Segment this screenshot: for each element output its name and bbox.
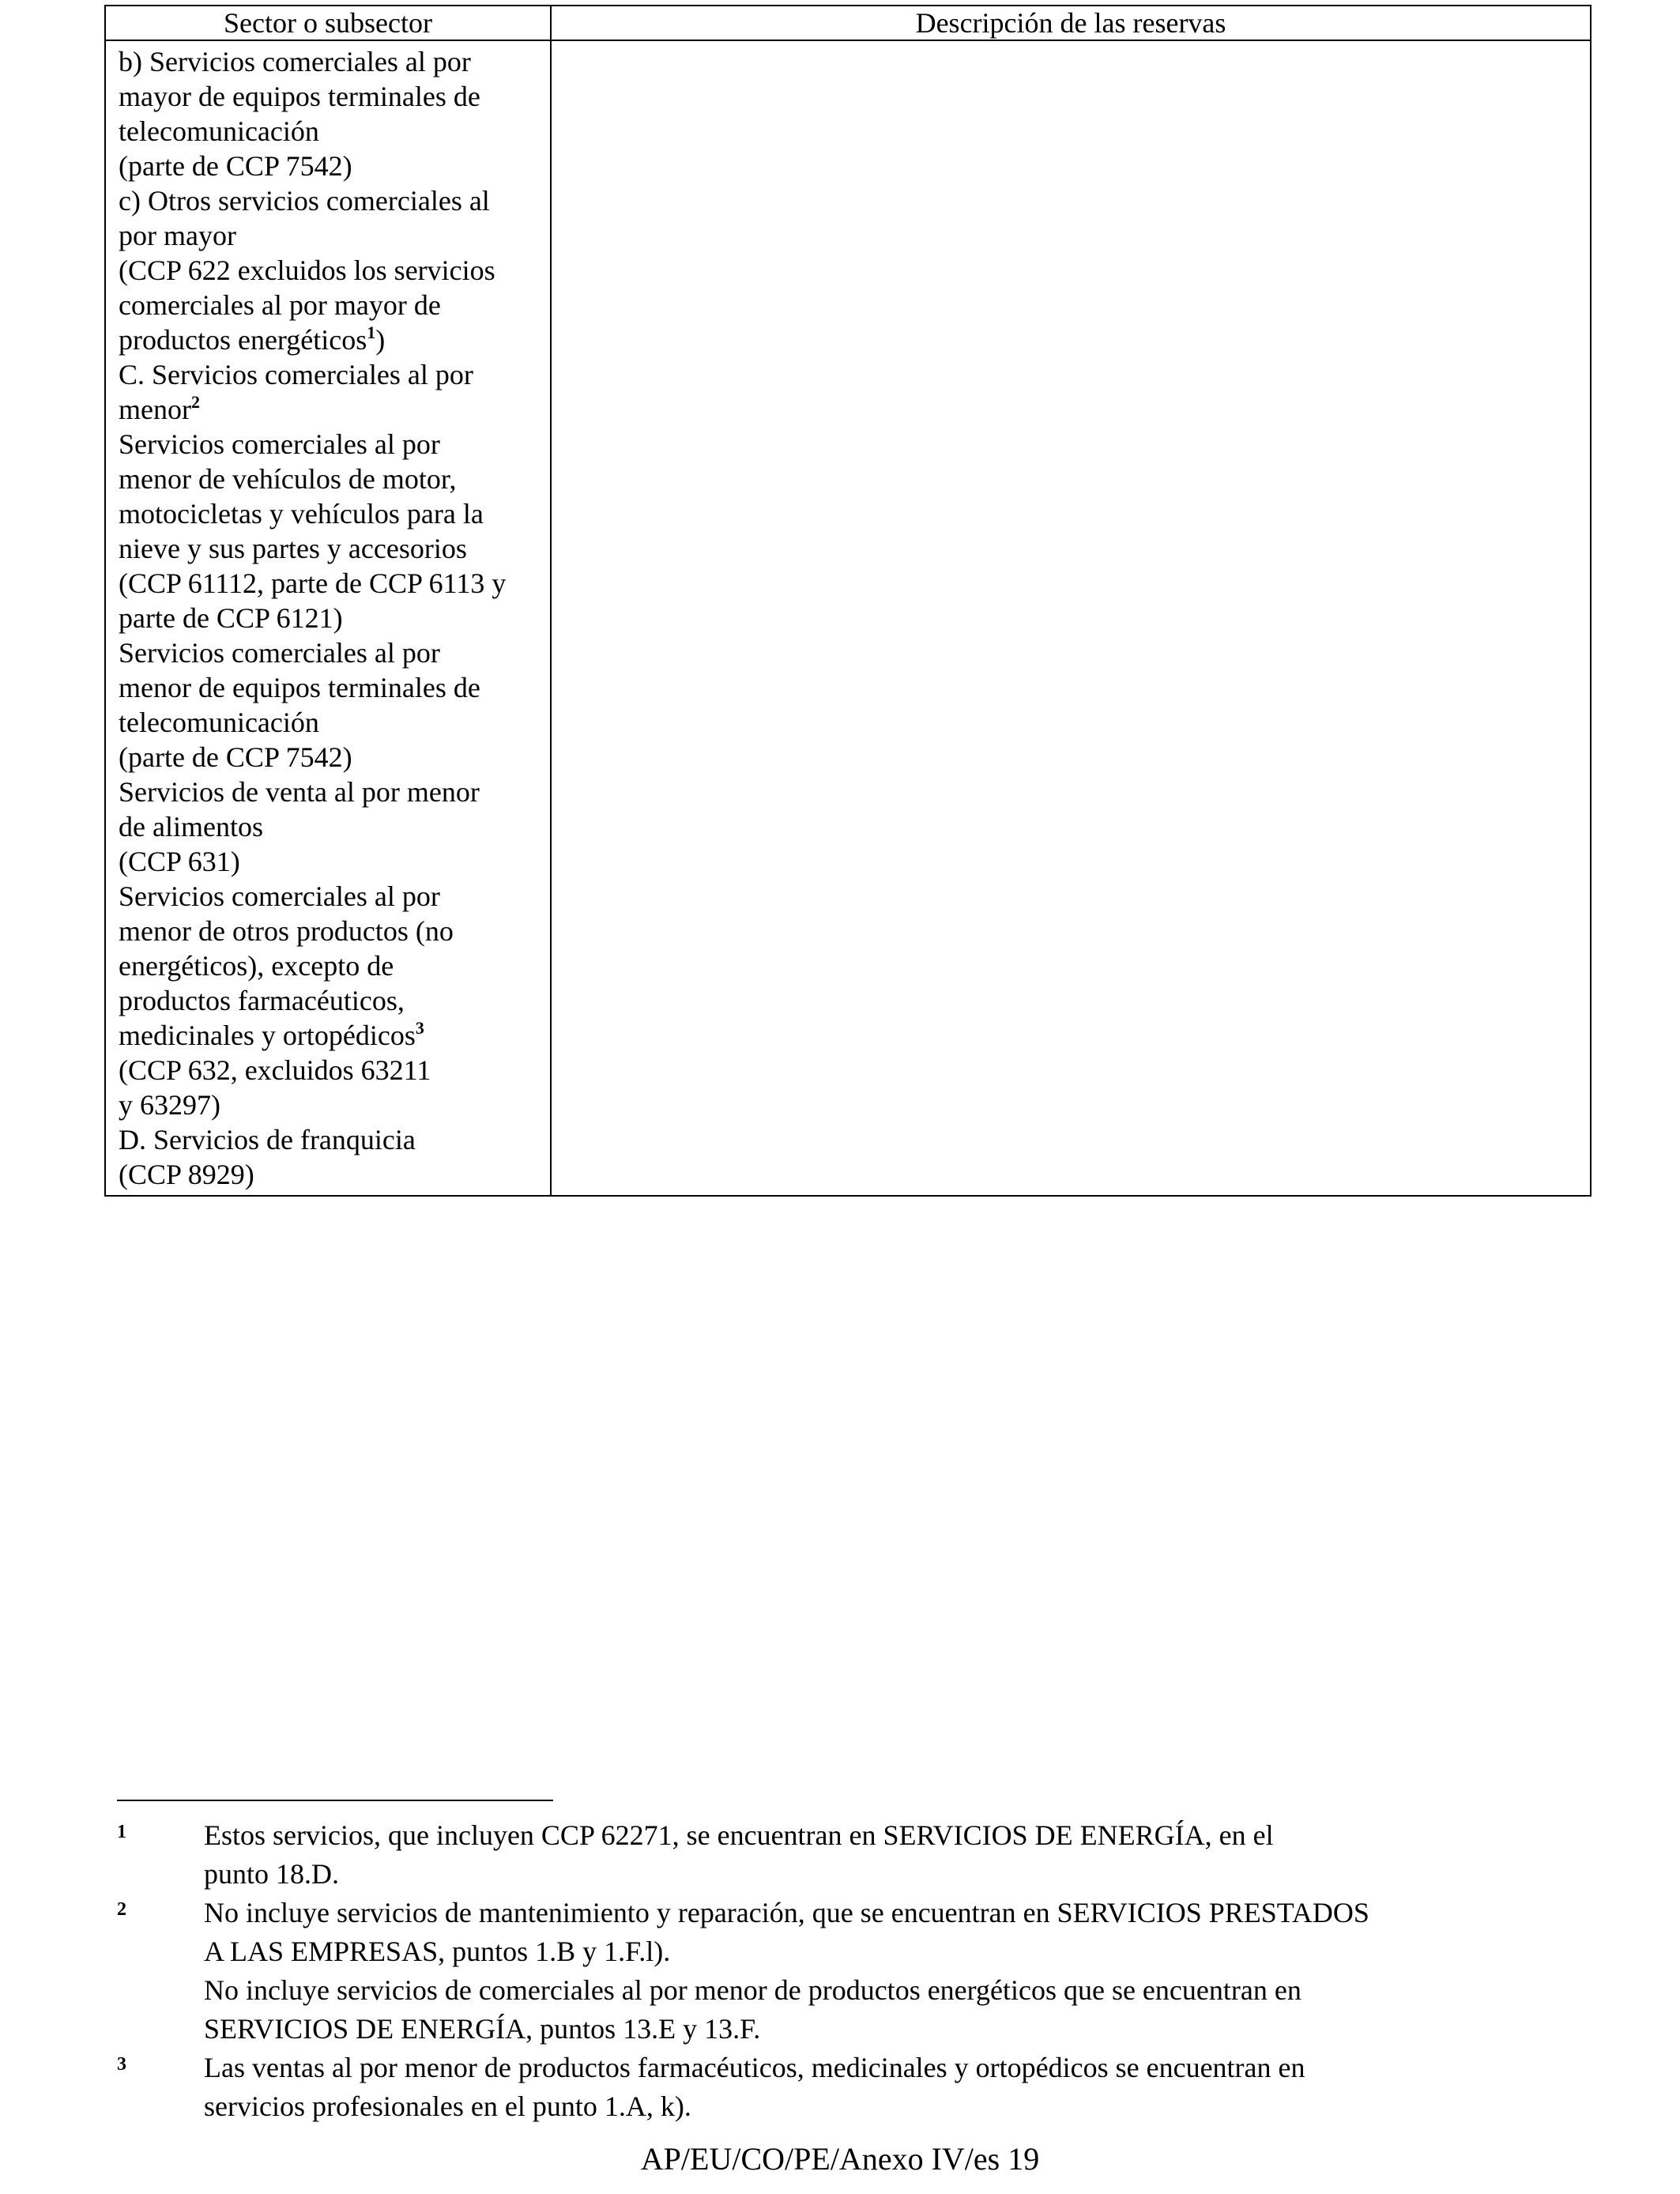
- sector-line: [119, 879, 544, 914]
- sector-line: [119, 44, 544, 79]
- sector-line-text: medicinales y ortopédicos: [119, 1020, 416, 1051]
- sector-line-text: Servicios comerciales al por: [119, 880, 440, 912]
- footnote-text-line: punto 18.D.: [204, 1858, 339, 1890]
- sector-line-text: comerciales al por mayor de: [119, 289, 441, 321]
- sector-line: [119, 670, 544, 705]
- footnote-text-line: No incluye servicios de comerciales al por menor de productos energéticos que se encuentran en: [204, 1974, 1301, 2006]
- footnote-number: 3: [117, 2054, 126, 2075]
- sector-line: [119, 114, 544, 149]
- sector-line: [119, 566, 544, 601]
- reservations-table: [104, 5, 1591, 1197]
- footnote-text-line: A LAS EMPRESAS, puntos 1.B y 1.F.l).: [204, 1936, 671, 1967]
- sector-line-text: (CCP 61112, parte de CCP 6113 y: [119, 567, 507, 599]
- footnotes-section: [117, 1816, 1587, 2126]
- sector-line-suffix: ): [375, 324, 386, 356]
- sector-line: [119, 149, 544, 183]
- sector-line: [119, 322, 544, 357]
- sector-line: [119, 183, 544, 218]
- table-header-row: [105, 6, 1591, 40]
- sector-line: [119, 253, 544, 288]
- header-sector: Sector o subsector: [105, 6, 551, 40]
- sector-line-text: c) Otros servicios comerciales al: [119, 185, 490, 217]
- sector-line: [119, 844, 544, 879]
- footnote-reference: 1: [367, 322, 376, 342]
- sector-line-text: motocicletas y vehículos para la: [119, 498, 484, 530]
- footnote-text-line: No incluye servicios de mantenimiento y reparación, que se encuentran en SERVICIOS PRESTADOS: [204, 1897, 1369, 1928]
- footnote: [117, 2049, 1587, 2126]
- sector-line-text: por mayor: [119, 220, 236, 251]
- sector-line-text: D. Servicios de franquicia: [119, 1124, 416, 1155]
- sector-line-text: parte de CCP 6121): [119, 602, 343, 634]
- sector-line-text: (CCP 632, excluidos 63211: [119, 1054, 431, 1086]
- sector-line: [119, 1018, 544, 1053]
- page-footer: AP/EU/CO/PE/Anexo IV/es 19: [640, 2141, 1040, 2177]
- sector-line: [119, 705, 544, 740]
- sector-line-text: Servicios comerciales al por: [119, 428, 440, 460]
- footnote-text-line: SERVICIOS DE ENERGÍA, puntos 13.E y 13.F.: [204, 2013, 761, 2045]
- sector-line: [119, 218, 544, 253]
- sector-line: [119, 357, 544, 392]
- sector-line-text: menor: [119, 394, 191, 425]
- sector-cell: [105, 40, 551, 1196]
- sector-line-text: mayor de equipos terminales de: [119, 81, 480, 112]
- sector-line: [119, 809, 544, 844]
- sector-line-text: y 63297): [119, 1089, 220, 1121]
- sector-line: [119, 775, 544, 809]
- sector-line-text: menor de equipos terminales de: [119, 672, 480, 703]
- sector-line-text: productos farmacéuticos,: [119, 985, 405, 1016]
- sector-line: [119, 496, 544, 531]
- sector-line-text: b) Servicios comerciales al por: [119, 46, 471, 77]
- sector-line: [119, 635, 544, 670]
- footnote-text-line: Las ventas al por menor de productos farmacéuticos, medicinales y ortopédicos se encuentran en: [204, 2052, 1305, 2083]
- footnote-text-line: servicios profesionales en el punto 1.A, k).: [204, 2090, 691, 2122]
- sector-line-text: telecomunicación: [119, 115, 319, 147]
- header-description: Descripción de las reservas: [551, 6, 1591, 40]
- description-cell: [551, 40, 1591, 1196]
- sector-line: [119, 392, 544, 427]
- sector-line-text: productos energéticos: [119, 324, 367, 356]
- sector-line: [119, 288, 544, 322]
- footnote: [117, 1816, 1587, 1894]
- sector-line: [119, 531, 544, 566]
- sector-line-text: C. Servicios comerciales al por: [119, 359, 473, 390]
- sector-line-text: energéticos), excepto de: [119, 950, 394, 982]
- sector-line: [119, 462, 544, 496]
- sector-line-text: menor de otros productos (no: [119, 915, 454, 947]
- sector-line-text: (parte de CCP 7542): [119, 741, 352, 773]
- sector-line: [119, 1122, 544, 1157]
- sector-line: [119, 983, 544, 1018]
- sector-line-text: de alimentos: [119, 811, 263, 843]
- footnote: [117, 1894, 1587, 2049]
- sector-line: [119, 601, 544, 635]
- footnote-text-line: Estos servicios, que incluyen CCP 62271, se encuentran en SERVICIOS DE ENERGÍA, en el: [204, 1819, 1274, 1851]
- sector-line: [119, 79, 544, 114]
- footnote-number: 2: [117, 1899, 126, 1920]
- sector-line-text: menor de vehículos de motor,: [119, 463, 457, 495]
- footnote-reference: 2: [190, 392, 200, 412]
- sector-line-text: (parte de CCP 7542): [119, 150, 352, 182]
- sector-line: [119, 1157, 544, 1192]
- sector-line: [119, 914, 544, 948]
- footnote-number: 1: [117, 1822, 126, 1842]
- sector-line: [119, 1053, 544, 1088]
- sector-line-text: Servicios de venta al por menor: [119, 776, 480, 808]
- sector-line: [119, 427, 544, 462]
- sector-line-text: nieve y sus partes y accesorios: [119, 533, 467, 564]
- footnote-reference: 3: [415, 1018, 424, 1038]
- sector-line-text: (CCP 8929): [119, 1159, 254, 1190]
- table-row: [105, 40, 1591, 1196]
- footnote-separator: [117, 1800, 553, 1801]
- sector-line-text: (CCP 622 excluidos los servicios: [119, 254, 495, 286]
- sector-line: [119, 740, 544, 775]
- sector-lines: [119, 44, 544, 1192]
- sector-line: [119, 1088, 544, 1122]
- sector-line-text: (CCP 631): [119, 846, 240, 877]
- sector-line-text: Servicios comerciales al por: [119, 637, 440, 669]
- sector-line-text: telecomunicación: [119, 707, 319, 738]
- sector-line: [119, 948, 544, 983]
